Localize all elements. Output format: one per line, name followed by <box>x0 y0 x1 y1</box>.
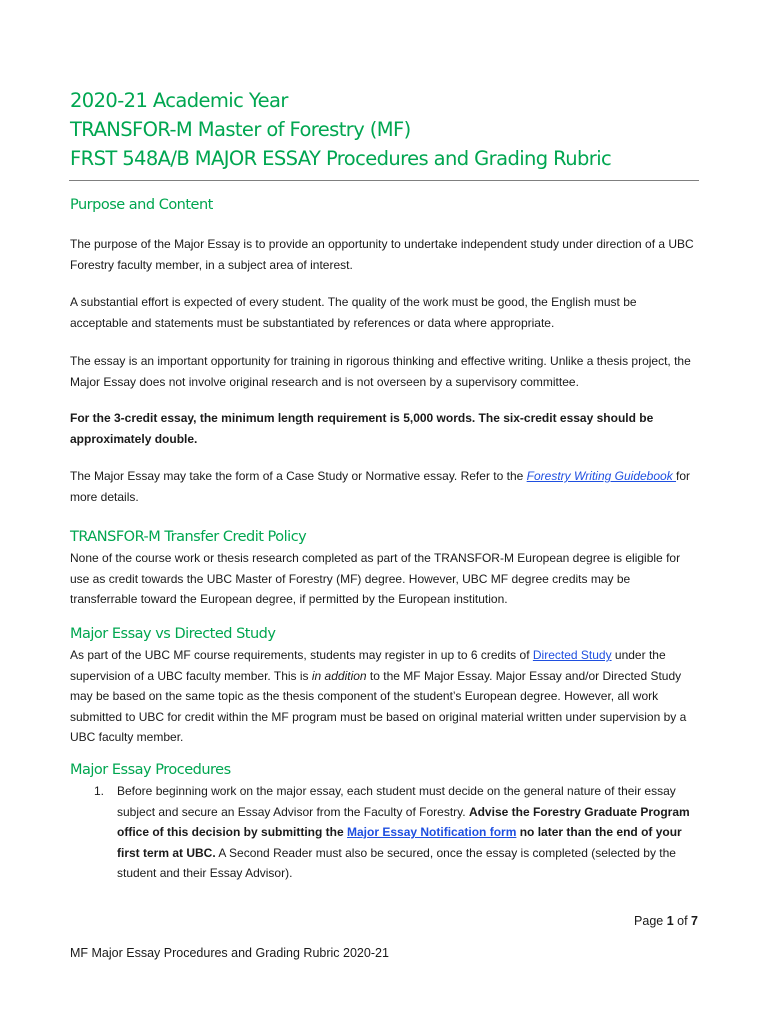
title-academic-year: 2020-21 Academic Year <box>70 89 288 112</box>
forestry-writing-guidebook-link[interactable]: Forestry Writing Guidebook <box>526 469 677 483</box>
procedure-item-1-text <box>117 781 695 884</box>
directed-paragraph <box>70 645 695 748</box>
purpose-paragraph-3 <box>70 351 695 392</box>
title-program: TRANSFOR-M Master of Forestry (MF) <box>70 118 411 141</box>
page-total: 7 <box>691 914 698 928</box>
page-of: of <box>673 914 692 928</box>
purpose-paragraph-1 <box>70 234 695 275</box>
directed-p1-italic: in addition <box>311 668 367 683</box>
directed-p1-end: to the MF Major Essay. Major Essay and/or Directed Study may be based on the same topic as the thesis component of the student’s European degree. However, all work submitted to UBC for credit within the MF program must be based on original material written under supervision by a UBC faculty member. <box>70 668 687 745</box>
section-transfer <box>70 527 695 547</box>
major-essay-notification-form-link[interactable]: Major Essay Notification form <box>347 825 517 840</box>
title-divider <box>69 180 699 181</box>
heading-purpose: Purpose and Content <box>70 197 213 213</box>
section-procedures <box>70 760 695 780</box>
purpose-p3: The essay is an important opportunity for training in rigorous thinking and effective writing. Unlike a thesis project, the Major Essay does not involve original research and is not overseen by a supervisory committee. <box>70 354 691 389</box>
page-footer: MF Major Essay Procedures and Grading Rubric 2020-21 <box>70 946 389 960</box>
directed-p1 <box>70 645 695 748</box>
transfer-paragraph <box>70 548 695 610</box>
section-purpose <box>70 195 695 215</box>
heading-procedures: Major Essay Procedures <box>70 762 231 778</box>
purpose-paragraph-4 <box>70 408 695 449</box>
procedure-item-1 <box>70 781 695 884</box>
purpose-p2: A substantial effort is expected of every student. The quality of the work must be good, the English must be acceptable and statements must be substantiated by references or data where appropriate. <box>70 295 637 330</box>
document-title <box>70 86 710 173</box>
purpose-paragraph-5 <box>70 466 695 507</box>
item1-end: A Second Reader must also be secured, once the essay is completed (selected by the student and their Essay Advisor). <box>117 845 676 881</box>
item1-bold-2: no later than the end of your first term at UBC. <box>117 825 682 860</box>
purpose-p5-end: for more details. <box>70 469 691 504</box>
purpose-p1: The purpose of the Major Essay is to provide an opportunity to undertake independent study under direction of a UBC Forestry faculty member, in a subject area of interest. <box>70 237 694 272</box>
heading-transfer: TRANSFOR-M Transfer Credit Policy <box>70 529 307 545</box>
page-number <box>634 914 698 928</box>
purpose-p5 <box>70 466 695 507</box>
purpose-p5-start: The Major Essay may take the form of a Case Study or Normative essay. Refer to the <box>70 469 527 483</box>
directed-p1-mid: under the supervision of a UBC faculty member. This is <box>70 648 666 683</box>
procedure-item-1-number: 1. <box>94 784 105 798</box>
transfer-p1: None of the course work or thesis research completed as part of the TRANSFOR-M European degree is eligible for use as credit towards the UBC Master of Forestry (MF) degree. However, UBC MF degree credits may be transferrable toward the European degree, if permitted by the European institution. <box>70 551 681 607</box>
directed-p1-start: As part of the UBC MF course requirements, students may register in up to 6 credits of <box>70 648 533 662</box>
page-label: Page <box>634 914 667 928</box>
directed-study-link[interactable]: Directed Study <box>532 648 612 662</box>
section-directed <box>70 624 695 644</box>
title-course: FRST 548A/B MAJOR ESSAY Procedures and Grading Rubric <box>70 147 612 170</box>
item1-bold-1: Advise the Forestry Graduate Program office of this decision by submitting the <box>117 804 690 840</box>
page-current: 1 <box>666 914 674 928</box>
heading-directed: Major Essay vs Directed Study <box>70 626 276 642</box>
purpose-paragraph-2 <box>70 292 695 333</box>
item1-start: Before beginning work on the major essay, each student must decide on the general nature of their essay subject and secure an Essay Advisor from the Faculty of Forestry. <box>117 784 676 819</box>
length-requirement: For the 3-credit essay, the minimum length requirement is 5,000 words. The six-credit essay should be approximately double. <box>70 411 654 446</box>
